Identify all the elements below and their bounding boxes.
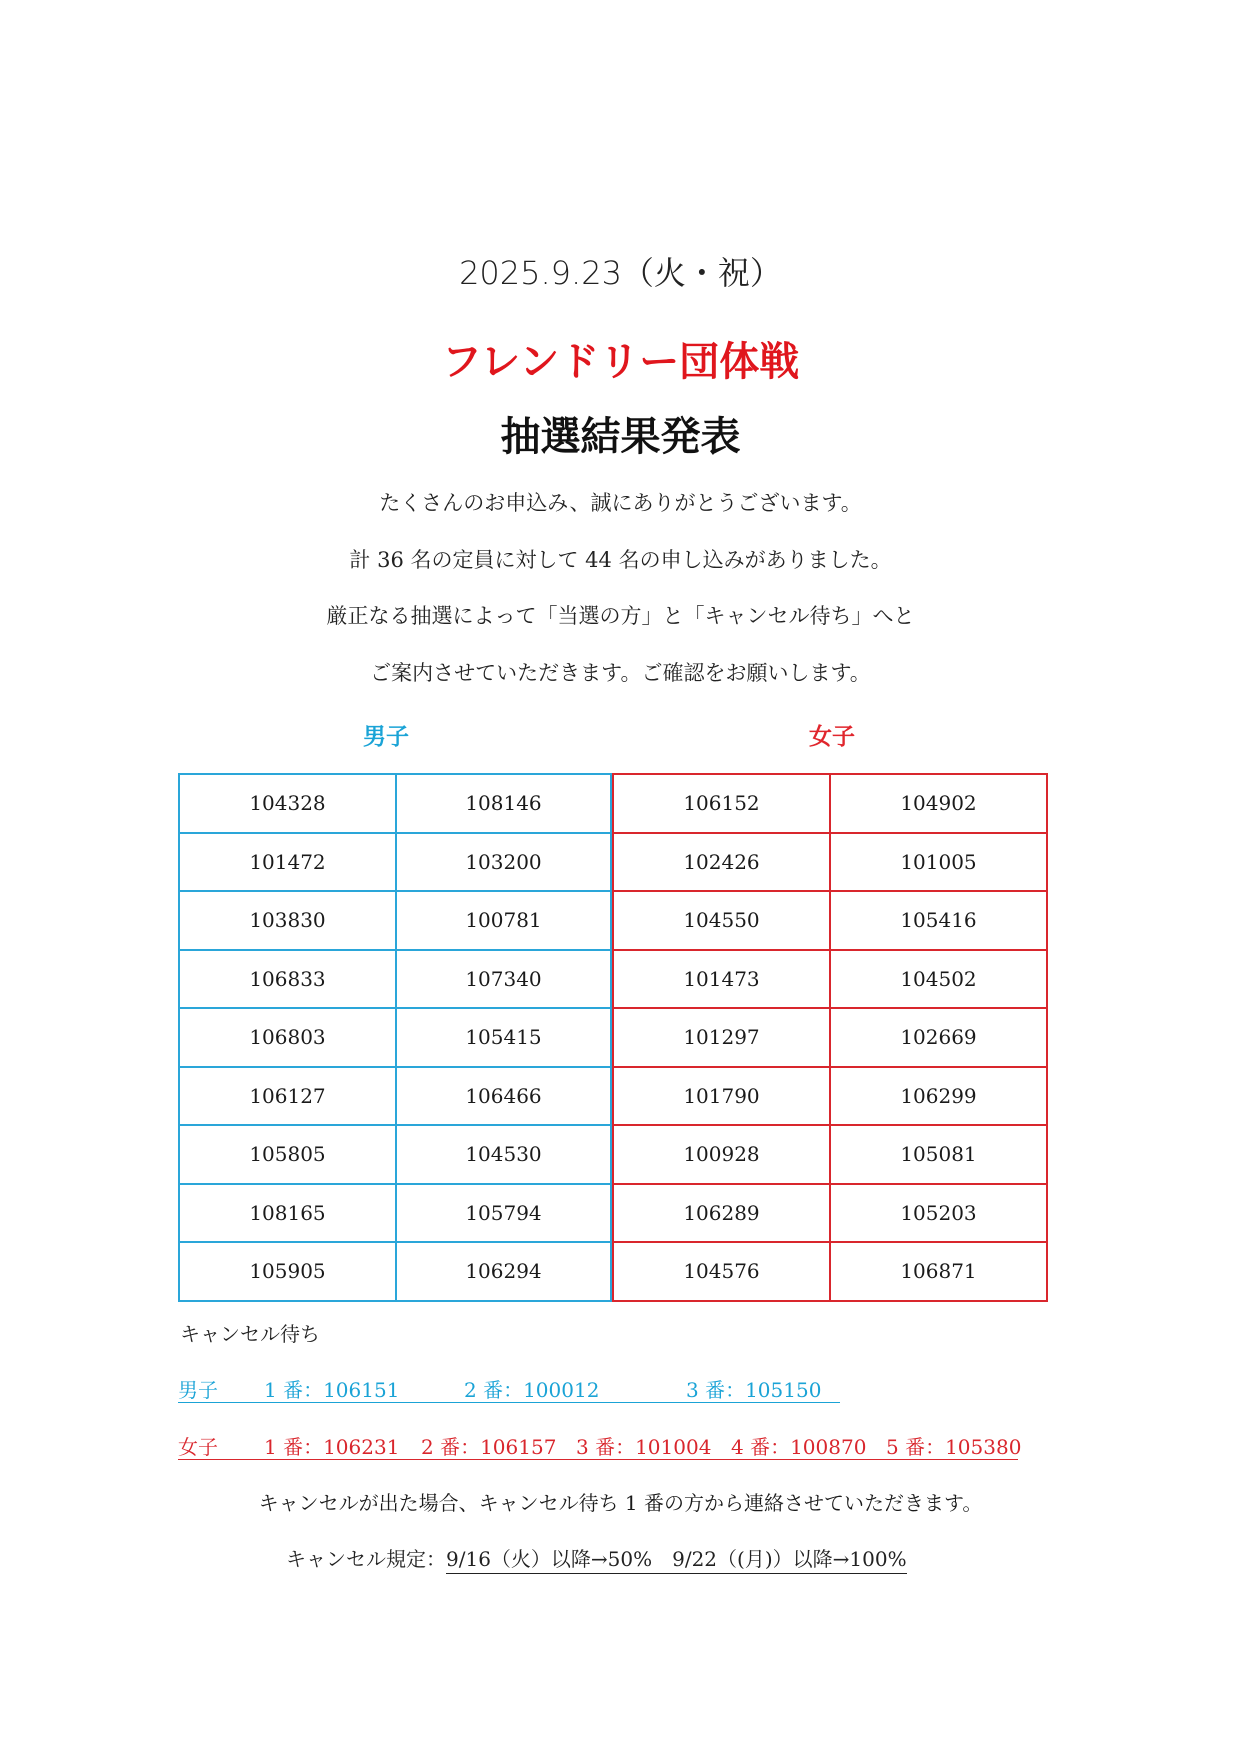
girls-winner-cell: 101473 <box>612 949 831 1010</box>
waitlist-entry: 3 番：105150 <box>686 1378 822 1402</box>
boys-winner-cell: 104328 <box>178 773 397 834</box>
boys-winner-cell: 103200 <box>395 832 612 893</box>
waitlist-entry: 3 番：101004 <box>576 1435 712 1459</box>
girls-winner-cell: 102426 <box>612 832 831 893</box>
girls-winner-cell: 101790 <box>612 1066 831 1127</box>
event-title: フレンドリー団体戦 <box>441 339 800 385</box>
girls-winner-cell: 104576 <box>612 1241 831 1302</box>
girls-winner-cell: 106289 <box>612 1183 831 1244</box>
boys-winner-cell: 106466 <box>395 1066 612 1127</box>
results-table <box>178 773 1046 1299</box>
girls-winner-cell: 104502 <box>829 949 1048 1010</box>
event-date: 2025.9.23（火・祝） <box>459 254 782 292</box>
boys-winner-cell: 106803 <box>178 1007 397 1068</box>
waitlist-entry: 1 番：106151 <box>264 1378 400 1402</box>
girls-winner-cell: 101005 <box>829 832 1048 893</box>
intro-line: 計 36 名の定員に対して 44 名の申し込みがありました。 <box>349 548 892 572</box>
waitlist-entry: 5 番：105380 <box>886 1435 1022 1459</box>
girls-column-heading: 女子 <box>809 724 855 750</box>
boys-winner-cell: 106833 <box>178 949 397 1010</box>
waitlist-entry: 1 番：106231 <box>264 1435 400 1459</box>
waitlist-label: キャンセル待ち <box>180 1322 320 1346</box>
girls-winner-cell: 105416 <box>829 890 1048 951</box>
boys-winner-cell: 100781 <box>395 890 612 951</box>
page-subtitle: 抽選結果発表 <box>500 414 741 460</box>
policy-label: キャンセル規定： <box>286 1547 446 1571</box>
girls-waitlist-label: 女子 <box>178 1435 218 1459</box>
boys-winner-cell: 107340 <box>395 949 612 1010</box>
waitlist-entry: 2 番：106157 <box>421 1435 557 1459</box>
cancellation-notice: キャンセルが出た場合、キャンセル待ち 1 番の方から連絡させていただきます。 <box>258 1491 983 1515</box>
intro-line: 厳正なる抽選によって「当選の方」と「キャンセル待ち」へと <box>326 604 915 628</box>
boys-column-heading: 男子 <box>363 724 409 750</box>
intro-line: ご案内させていただきます。ご確認をお願いします。 <box>370 661 871 685</box>
boys-winner-cell: 106294 <box>395 1241 612 1302</box>
girls-winner-cell: 105081 <box>829 1124 1048 1185</box>
girls-winner-cell: 100928 <box>612 1124 831 1185</box>
girls-winner-cell: 106871 <box>829 1241 1048 1302</box>
boys-waitlist <box>178 1374 840 1403</box>
boys-winner-cell: 101472 <box>178 832 397 893</box>
cancellation-policy <box>286 1543 907 1572</box>
waitlist-entry: 2 番：100012 <box>464 1378 600 1402</box>
waitlist-entry: 4 番：100870 <box>731 1435 867 1459</box>
policy-terms: 9/16（火）以降→50% 9/22（(月)）以降→100% <box>446 1547 907 1574</box>
boys-winner-cell: 103830 <box>178 890 397 951</box>
girls-winner-cell: 102669 <box>829 1007 1048 1068</box>
boys-winner-cell: 105794 <box>395 1183 612 1244</box>
girls-waitlist <box>178 1431 1022 1460</box>
boys-winner-cell: 108146 <box>395 773 612 834</box>
girls-winner-cell: 101297 <box>612 1007 831 1068</box>
girls-winner-cell: 104902 <box>829 773 1048 834</box>
boys-winner-cell: 108165 <box>178 1183 397 1244</box>
girls-winner-cell: 104550 <box>612 890 831 951</box>
boys-waitlist-label: 男子 <box>178 1378 218 1402</box>
boys-winner-cell: 105905 <box>178 1241 397 1302</box>
girls-winner-cell: 105203 <box>829 1183 1048 1244</box>
girls-winner-cell: 106152 <box>612 773 831 834</box>
girls-winner-cell: 106299 <box>829 1066 1048 1127</box>
boys-winner-cell: 105805 <box>178 1124 397 1185</box>
boys-winner-cell: 105415 <box>395 1007 612 1068</box>
boys-winner-cell: 104530 <box>395 1124 612 1185</box>
boys-winner-cell: 106127 <box>178 1066 397 1127</box>
intro-line: たくさんのお申込み、誠にありがとうございます。 <box>379 491 862 515</box>
